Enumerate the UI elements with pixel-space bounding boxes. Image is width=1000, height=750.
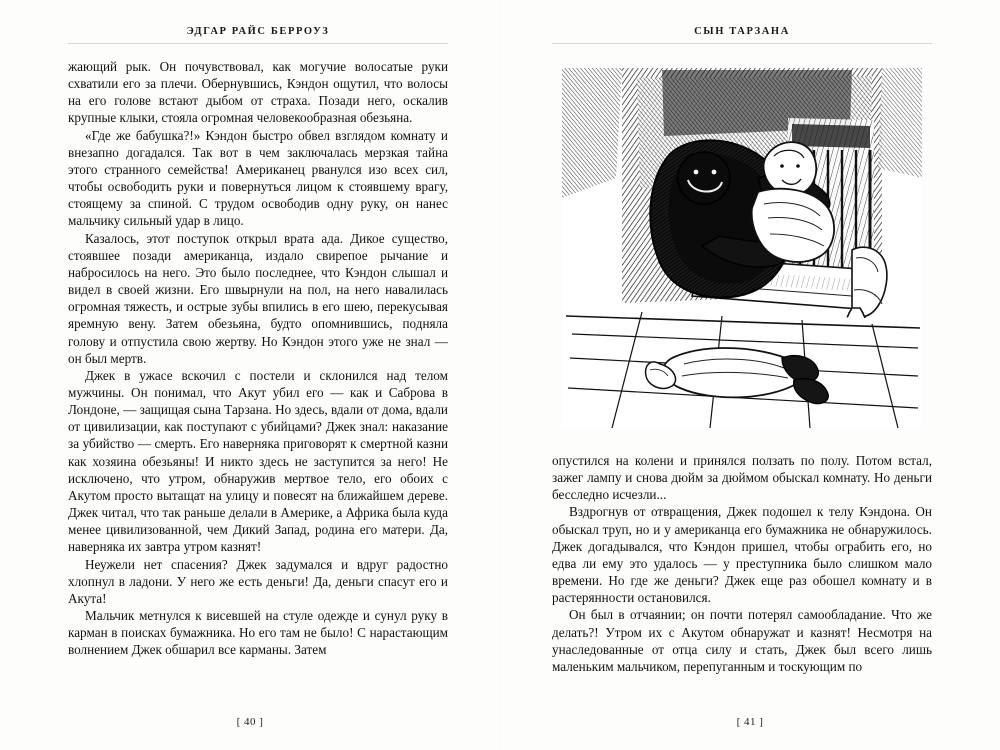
right-head-rule xyxy=(552,43,932,44)
left-head-rule xyxy=(68,43,448,44)
left-folio: [ 40 ] xyxy=(236,716,264,728)
paragraph: «Где же бабушка?!» Кэндон быстро обвел взглядом комнату и внезапно догадался. Так вот в чем заключалась мерзкая тайна этого странного семейства! Американец рванулся изо всех сил, чтобы освободить руки и повернуться лицом к стоявшему врагу, стоящему за спиной. С трудом освободив одну руку, он нанес мальчику сильный удар в лицо. xyxy=(68,127,448,229)
left-running-head: ЭДГАР РАЙС БЕРРОУЗ xyxy=(186,26,330,37)
paragraph: Джек в ужасе вскочил с постели и склонился над телом мужчины. Он понимал, что Акут убил его — как и Саброва в Лондоне, — защищая сына Тарзана. Но здесь, вдали от дома, вдали от цивилизации, как поступают с убийцами? Джек знал: наказание за убийство — смерть. Его наверняка приговорят к смертной казни как хозяина обезьяны! И никто здесь не заступится за него! Не исключено, что утром, обнаружив мертвое тело, его обоих с Акутом просто вытащат на улицу и повесят на ближайшем дереве. Джек читал, что так раньше делали в Америке, а Африка была куда менее цивилизованной, чем Дикий Запад, родина его матери. Да, наверняка их завтра утром казнят! xyxy=(68,367,448,555)
paragraph: Неужели нет спасения? Джек задумался и вдруг радостно хлопнул в ладони. У него же есть деньги! Да, деньги спасут его и Акута! xyxy=(68,556,448,606)
right-body-text xyxy=(552,452,932,675)
paragraph: Мальчик метнулся к висевшей на стуле одежде и сунул руку в карман в поисках бумажника. Но его там не было! С нарастающим волнением Джек обшарил все карманы. Затем xyxy=(68,608,448,658)
right-running-head: СЫН ТАРЗАНА xyxy=(694,26,790,37)
paragraph: Вздрогнув от отвращения, Джек подошел к телу Кэндона. Он обыскал труп, но и у американца его бумажника не обнаружилось. Джек догадывался, что Кэндон пришел, чтобы ограбить его, но едва ли ему это удалось — у преступника было слишком мало времени. Но где же деньги? Джек еще раз обошел комнату и в растерянности остановился. xyxy=(552,504,932,606)
right-page xyxy=(500,0,1000,750)
paragraph: жающий рык. Он почувствовал, как могучие волосатые руки схватили его за плечи. Обернувшись, Кэндон ощутил, что волосы на его голове встают дыбом от страха. Позади него, оскалив крупные клыки, стояла огромная человекообразная обезьяна. xyxy=(68,59,448,126)
left-body-text xyxy=(68,58,448,658)
engraving-ape-attack-scene xyxy=(552,58,932,438)
right-folio: [ 41 ] xyxy=(736,716,764,728)
paragraph: опустился на колени и принялся ползать по полу. Потом встал, зажег лампу и снова дюйм за дюймом обыскал комнату. Но деньги бесследно исчезли... xyxy=(552,453,932,503)
paragraph: Казалось, этот поступок открыл врата ада. Дикое существо, стоявшее позади американца, издало свирепое рычание и набросилось на него. Это было последнее, что Кэндон слышал и видел в своей жизни. Его швырнули на пол, на него навалилась огромная тяжесть, и острые зубы впились в его шею, перекусывая яремную вену. Затем обезьяна, будто опомнившись, подняла голову и отпустила свою жертву. Но Кэндон этого уже не знал — он был мертв. xyxy=(68,230,448,366)
engraving-svg xyxy=(552,58,932,438)
paragraph: Он был в отчаянии; он почти потерял самообладание. Что же делать?! Утром их с Акутом обнаружат и казнят! Несмотря на унаследованные от отца силу и стать, Джек был всего лишь маленьким мальчиком, перепуганным и тоскующим по xyxy=(552,607,932,674)
